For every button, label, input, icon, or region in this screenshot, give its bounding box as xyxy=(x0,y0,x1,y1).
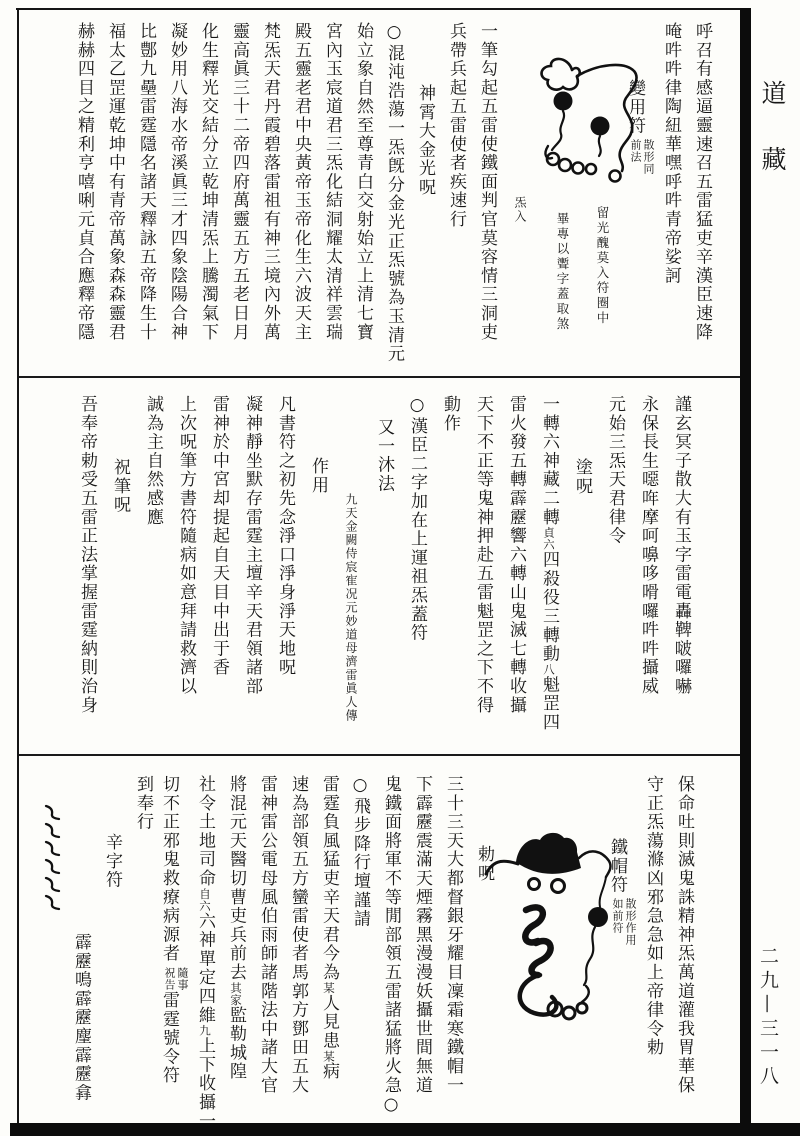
text-column: 塗呪 xyxy=(572,458,592,496)
talisman1-instruction-left: 畢專以聻字蓋取煞 xyxy=(555,212,570,332)
canon-title-zang: 藏 xyxy=(758,146,787,175)
text-column: 謹玄冥子散大有玉字雷電轟鞞啵囉嚇 xyxy=(671,395,691,696)
text-column: 雷神雷公電母風伯雨師諸階法中諸大官 xyxy=(257,775,277,1095)
text-column: ○混沌浩蕩一炁旣分金光正炁號為玉清元 xyxy=(384,22,404,364)
text-column: 變用符 散形同 前法 xyxy=(625,79,655,176)
text-column: 勅呪 xyxy=(474,845,494,883)
text-column: 凝妙用八海水帝溪眞三才四象陰陽合神 xyxy=(167,22,187,342)
text-column: 天下不正等鬼神押赴五雷魁罡之下不得 xyxy=(473,395,493,715)
text-column: 吾奉帝勅受五雷正法掌握雷霆納則治身 xyxy=(77,395,97,715)
text-column: 兵帶兵起五雷使者疾速行 xyxy=(446,22,466,229)
talisman1-breath-label: 炁入 xyxy=(513,196,527,224)
text-column: 辛字符 xyxy=(102,833,122,890)
text-column: 下霹靂震滿天煙霧黑漫漫妖攝世間無道 xyxy=(412,775,432,1095)
interlinear-note: 散形同 前法 xyxy=(629,139,655,176)
talisman-seal-2 xyxy=(478,828,626,1028)
text-column: 梵炁天君丹霞碧落雷祖有神三境內外萬 xyxy=(260,22,280,342)
text-column: 到奉行 xyxy=(133,775,153,832)
interlinear-note: 隨事 祝告 xyxy=(163,967,189,991)
text-column: 切不正邪鬼救療病源者 隨事 祝告 雷霆號令符 xyxy=(159,775,189,1085)
text-column: 唵吽吽律陶紐華嘿呼吽青帝娑訶 xyxy=(661,22,681,286)
talisman-gap xyxy=(499,775,606,783)
page-number: 二九—三一八 xyxy=(757,946,779,1090)
text-column: 凡書符之初先念淨口淨身淨天地呪 xyxy=(275,395,295,677)
talisman-stroke-marks xyxy=(41,800,65,916)
interlinear-gloss: 九 xyxy=(198,1024,212,1037)
text-column: 守正炁蕩滌凶邪急急如上帝律令勅 xyxy=(643,775,663,1057)
text-column: 一筆勾起五雷使鐵面判官莫容情三洞吏 xyxy=(477,22,497,342)
interlinear-gloss: 貞六 xyxy=(542,526,556,551)
text-column: 靈高眞三十二帝四府萬靈五方五老日月 xyxy=(229,22,249,342)
text-column: 始立象自然至尊青白交射始立上清七寶 xyxy=(353,22,373,342)
text-column: 化生釋光交結分立乾坤清炁上騰濁氣下 xyxy=(198,22,218,342)
text-column: 一轉六神藏二轉貞六四殺役三轉動八魁罡四 xyxy=(539,395,559,732)
text-column: 又一沐法 xyxy=(374,418,394,494)
text-column: 作用 xyxy=(308,457,328,495)
talisman1-instruction-right: 留光醜莫入符圈中 xyxy=(595,206,610,326)
register-bottom xyxy=(20,760,739,1131)
interlinear-gloss: 某 xyxy=(322,1050,336,1063)
text-column: 九天金闕侍宸寉况元妙道母濟雷眞人傳 xyxy=(344,493,358,723)
frame-top-border xyxy=(16,8,746,10)
text-column: 霹靂鳴霹靂麈霹靂搻 xyxy=(71,933,91,1103)
text-column: 速為部領五方蠻雷使者馬郭方鄧田五大 xyxy=(288,775,308,1095)
text-column: 上次呪筆方書符隨病如意拜請救濟以 xyxy=(176,395,196,696)
interlinear-gloss: 某 xyxy=(322,981,336,994)
text-column: 福太乙罡運乾坤中有青帝萬象森森靈君 xyxy=(105,22,125,342)
spine-bar xyxy=(740,8,751,1126)
text-column: 社令土地司命自六六神單定四維九上下收攝一 xyxy=(195,775,215,1131)
text-column: ○漢臣二字加在上運祖炁蓋符 xyxy=(407,395,427,643)
text-column: ○飛步降行壇謹請 xyxy=(350,775,370,929)
text-column: 三十三天大都督銀牙耀目凜霜寒鐵帽一 xyxy=(443,775,463,1095)
text-column: 雷霆負風猛吏辛天君今為某人見患某病 xyxy=(319,775,339,1082)
text-column: 誠為主自然感應 xyxy=(143,395,163,527)
text-column: 凝神靜坐默存雷霆主壇辛天君領諸部 xyxy=(242,395,262,696)
text-column: 呼召有感逼靈速召五雷猛吏辛漢臣速降 xyxy=(692,22,712,342)
text-column: 赫赫四目之精利亨嘻唎元貞合應釋帝隱 xyxy=(74,22,94,342)
text-column: 將混元天醫切曹吏兵前去其家監勒城隍 xyxy=(226,775,246,1082)
talisman-gap xyxy=(502,22,624,30)
text-column: 神霄大金光呪 xyxy=(415,84,435,197)
register-divider-1 xyxy=(19,376,740,378)
text-column: 鬼鐵面將軍不等閒部領五雷諸猛將火急○ xyxy=(381,775,401,1117)
text-column: 雷火發五轉霹靂響六轉山鬼滅七轉收攝 xyxy=(506,395,526,715)
text-column: 宮內玉宸道君三炁化結洞耀太清祥雲瑞 xyxy=(322,22,342,342)
text-column: 殿五靈老君中央黃帝玉帝化生六波天主 xyxy=(291,22,311,342)
talisman-seal-1 xyxy=(536,46,662,194)
text-column: 永保長生噁哖摩呵嚊哆嗗囉吽吽攝威 xyxy=(638,395,658,696)
register-divider-2 xyxy=(19,754,740,756)
text-column: 動作 xyxy=(440,395,460,433)
interlinear-gloss: 八 xyxy=(542,663,556,676)
frame-left-border xyxy=(17,8,19,1126)
interlinear-note: 散形作用 如前符 xyxy=(611,898,637,947)
text-column: 元始三炁天君律令 xyxy=(605,395,625,546)
register-middle xyxy=(20,382,739,748)
talisman-stroke-column xyxy=(34,800,65,916)
interlinear-gloss: 自六 xyxy=(198,887,212,912)
text-column: 鐵帽符 散形作用 如前符 xyxy=(607,838,637,947)
text-column: 祝筆呪 xyxy=(110,458,130,515)
interlinear-gloss: 其家 xyxy=(229,981,243,1006)
text-column: 雷神於中宮却提起自天目中出于香 xyxy=(209,395,229,677)
text-column: 比鄷九壘雷霆隱名諸天釋詠五帝降生十 xyxy=(136,22,156,342)
bottom-thick-border xyxy=(10,1123,800,1136)
canon-title-dao: 道 xyxy=(758,80,787,109)
text-column: 保命吐則滅鬼誅精神炁萬道灌我胃華保 xyxy=(674,775,694,1095)
